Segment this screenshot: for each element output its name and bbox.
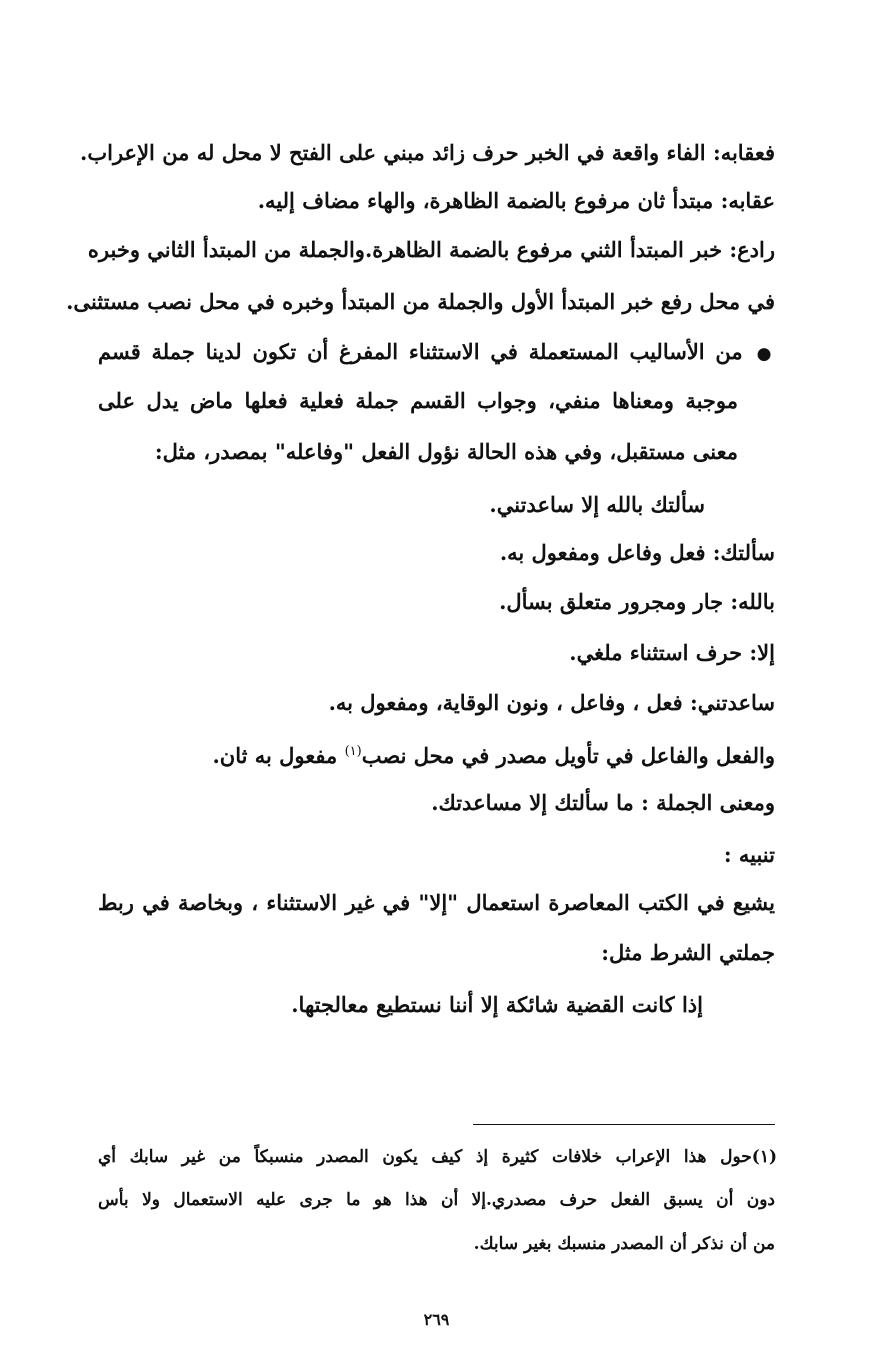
text-line: يشيع في الكتب المعاصرة استعمال "إلا" في غير الاستثناء ، وبخاصة في ربط	[98, 890, 775, 915]
text-line-with-footnote	[212, 737, 775, 771]
text-span: من الأساليب المستعملة في الاستثناء المفرغ أن تكون لدينا جملة قسم	[98, 339, 743, 364]
footnote-marker: (١)	[344, 744, 362, 759]
text-span: مفعول به ثان.	[212, 743, 338, 768]
page-number: ٢٦٩	[423, 1310, 450, 1329]
text-line: معنى مستقبل، وفي هذه الحالة نؤول الفعل "وفاعله" بمصدر، مثل:	[154, 439, 738, 464]
text-line: رادع: خبر المبتدأ الثني مرفوع بالضمة الظاهرة.والجملة من المبتدأ الثاني وخبره	[87, 237, 775, 262]
footnote-number: (١)	[751, 1147, 777, 1167]
footnote-line: دون أن يسبق الفعل حرف مصدري.إلا أن هذا هو ما جرى عليه الاستعمال ولا بأس	[98, 1190, 775, 1210]
text-line: ساعدتني: فعل ، وفاعل ، ونون الوقاية، ومفعول به.	[328, 690, 775, 715]
footnote-line: من أن نذكر أن المصدر منسبك بغير سابك.	[473, 1234, 775, 1254]
text-line: إلا: حرف استثناء ملغي.	[569, 640, 775, 665]
bullet-line	[98, 337, 775, 369]
text-line: بالله: جار ومجرور متعلق بسأل.	[499, 589, 775, 614]
text-line: فعقابه: الفاء واقعة في الخبر حرف زائد مبني على الفتح لا محل له من الإعراب.	[80, 140, 775, 165]
bullet-icon: ●	[756, 344, 775, 364]
text-line: عقابه: مبتدأ ثان مرفوع بالضمة الظاهرة، والهاء مضاف إليه.	[257, 188, 775, 213]
note-heading: تنبيه :	[723, 842, 775, 867]
text-line: جملتي الشرط مثل:	[601, 940, 775, 965]
text-line: ومعنى الجملة : ما سألتك إلا مساعدتك.	[431, 790, 775, 815]
text-line: في محل رفع خبر المبتدأ الأول والجملة من المبتدأ وخبره في محل نصب مستثنى.	[66, 289, 775, 314]
text-line: سألتك: فعل وفاعل ومفعول به.	[499, 540, 775, 565]
text-line: موجبة ومعناها منفي، وجواب القسم جملة فعلية فعلها ماض يدل على	[98, 388, 738, 413]
example-sentence: إذا كانت القضية شائكة إلا أننا نستطيع معالجتها.	[291, 992, 703, 1017]
footnote-divider	[473, 1124, 775, 1125]
text-span: والفعل والفاعل في تأويل مصدر في محل نصب	[361, 743, 775, 768]
example-sentence: سألتك بالله إلا ساعدتني.	[489, 492, 705, 517]
text-span: حول هذا الإعراب خلافات كثيرة إذ كيف يكون المصدر منسبكاً من غير سابك أي	[98, 1147, 752, 1167]
footnote-line	[98, 1143, 777, 1171]
